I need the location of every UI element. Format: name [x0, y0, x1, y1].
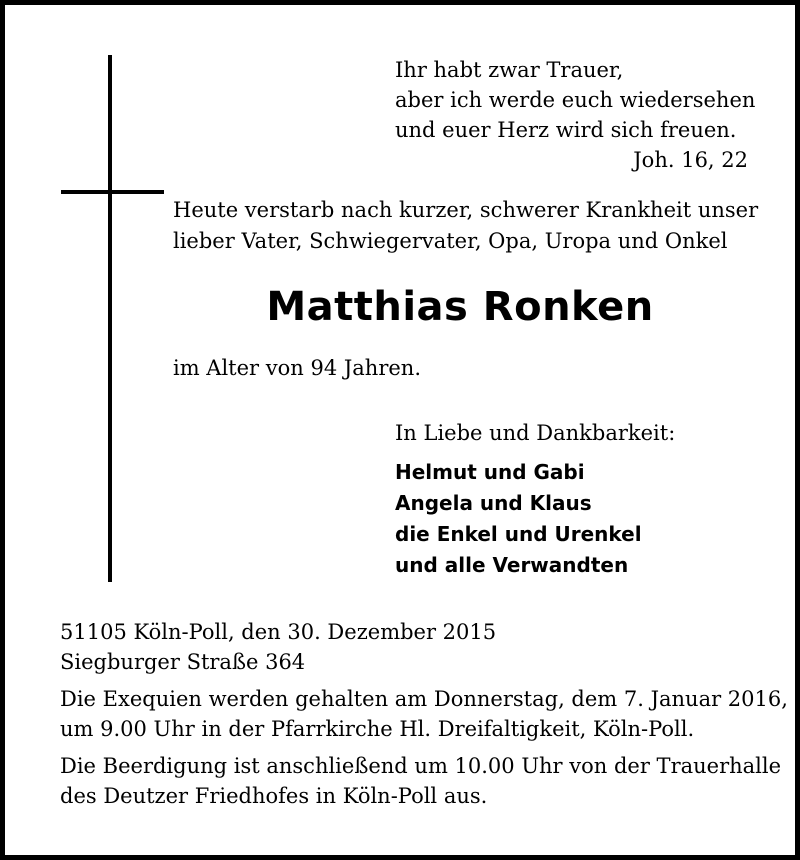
announcement-line: Heute verstarb nach kurzer, schwerer Krankheit unser	[173, 198, 759, 222]
address-line: Siegburger Straße 364	[60, 650, 306, 674]
verse-reference: Joh. 16, 22	[633, 148, 748, 172]
age-text: im Alter von 94 Jahren.	[173, 356, 422, 380]
exequien-line: um 9.00 Uhr in der Pfarrkirche Hl. Dreifaltigkeit, Köln-Poll.	[60, 717, 695, 741]
mourner-name: und alle Verwandten	[395, 553, 629, 577]
bible-verse	[395, 55, 755, 145]
announcement-line: lieber Vater, Schwiegervater, Opa, Uropa und Onkel	[173, 229, 728, 253]
deceased-name: Matthias Ronken	[266, 284, 654, 330]
burial-line: Die Beerdigung ist anschließend um 10.00 Uhr von der Trauerhalle	[60, 754, 782, 778]
thanks-heading: In Liebe und Dankbarkeit:	[395, 421, 676, 445]
burial-line: des Deutzer Friedhofes in Köln-Poll aus.	[60, 784, 488, 808]
address-line: 51105 Köln-Poll, den 30. Dezember 2015	[60, 620, 497, 644]
verse-line: aber ich werde euch wiedersehen	[395, 88, 756, 112]
cross-symbol-horizontal	[61, 190, 164, 194]
announcement-text	[173, 195, 759, 257]
footer-details	[60, 617, 788, 811]
verse-line: Ihr habt zwar Trauer,	[395, 58, 624, 82]
mourners-list	[395, 457, 642, 581]
mourner-name: Helmut und Gabi	[395, 460, 585, 484]
mourner-name: die Enkel und Urenkel	[395, 522, 642, 546]
mourner-name: Angela und Klaus	[395, 491, 592, 515]
verse-line: und euer Herz wird sich freuen.	[395, 118, 737, 142]
exequien-line: Die Exequien werden gehalten am Donnerstag, dem 7. Januar 2016,	[60, 687, 788, 711]
